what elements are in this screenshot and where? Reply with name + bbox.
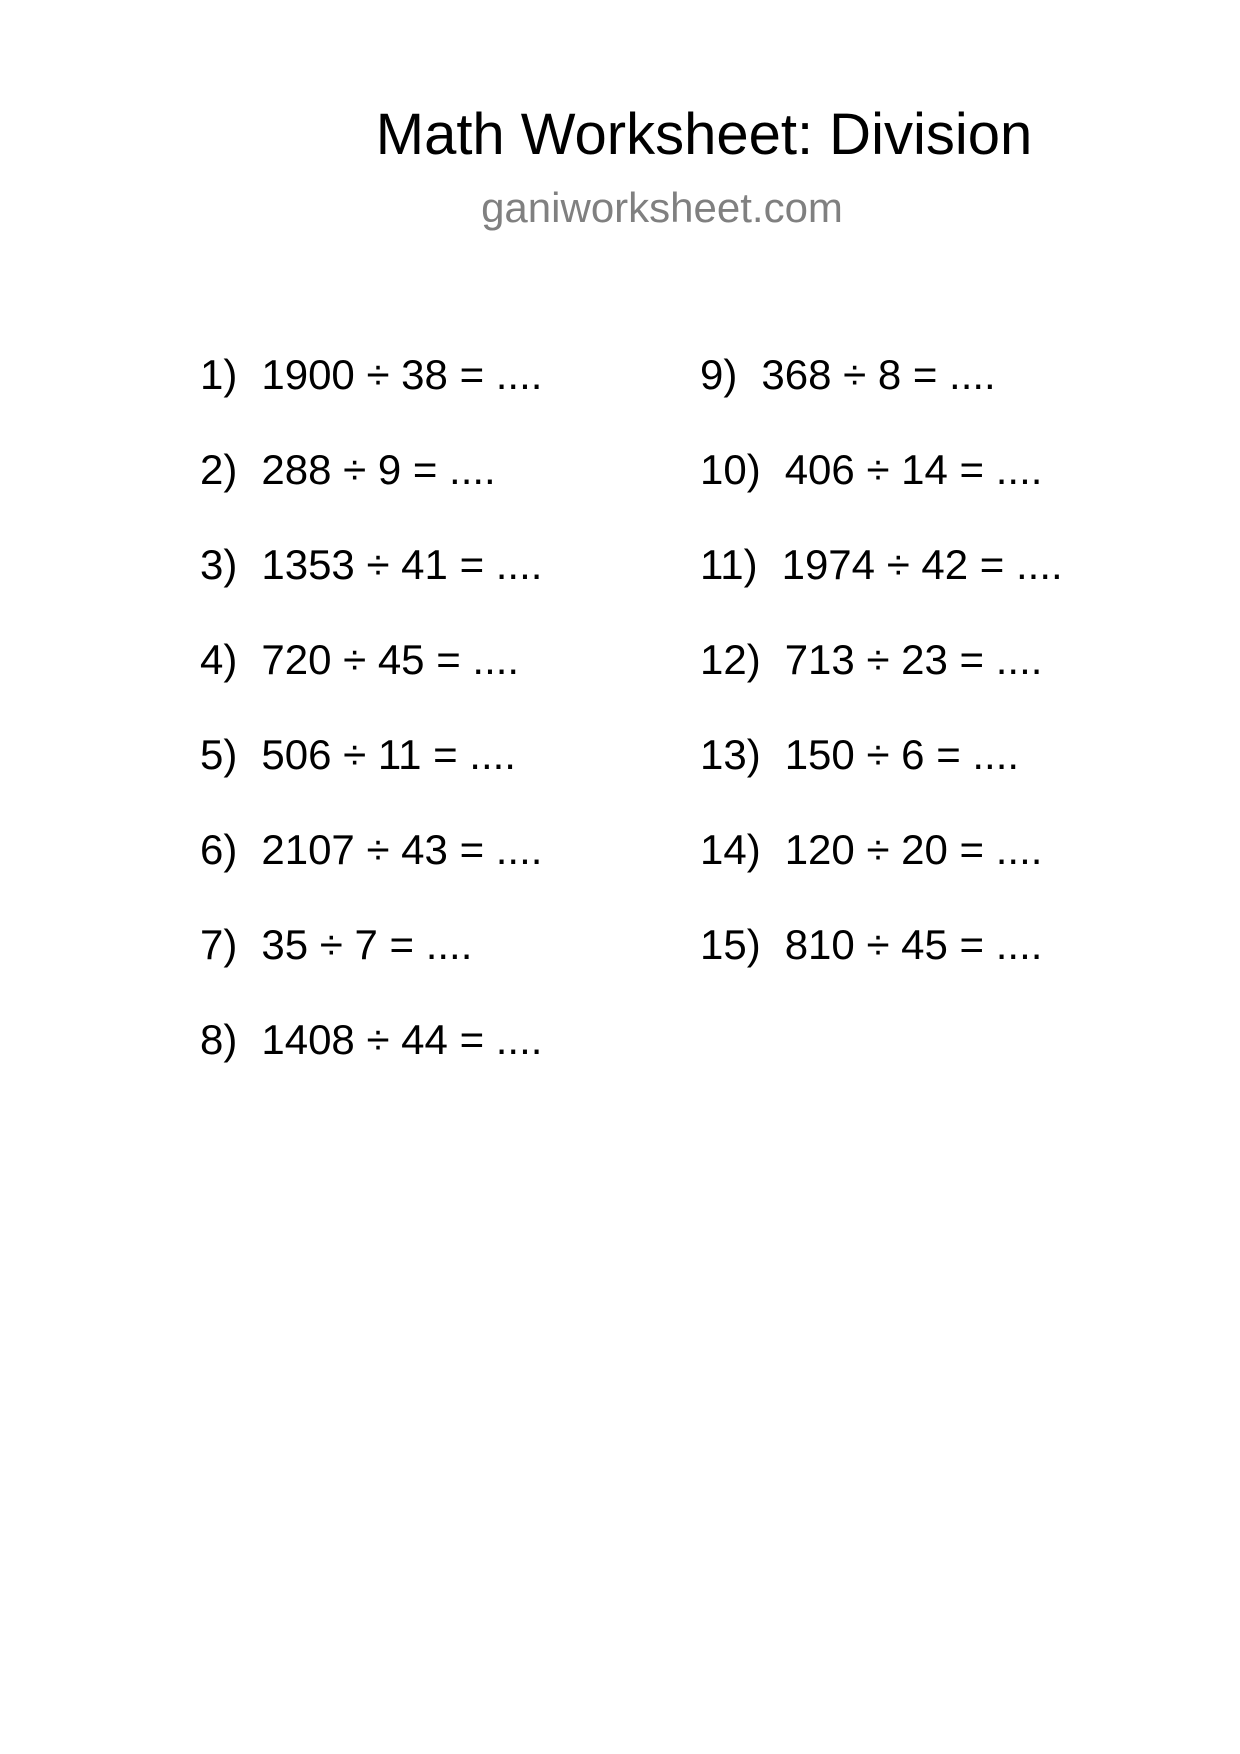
problem-number: 2) — [200, 446, 238, 493]
problem-number: 10) — [700, 446, 761, 493]
problem-expression: 1900 ÷ 38 = .... — [261, 351, 543, 398]
problem-expression: 1974 ÷ 42 = .... — [781, 541, 1063, 588]
problem-number: 11) — [700, 541, 758, 588]
problem-item — [200, 820, 542, 915]
problem-expression: 1353 ÷ 41 = .... — [261, 541, 543, 588]
problem-item — [200, 1010, 542, 1105]
problem-number: 13) — [700, 731, 761, 778]
problem-expression: 506 ÷ 11 = .... — [261, 731, 516, 778]
problem-item — [200, 915, 542, 1010]
problem-number: 4) — [200, 636, 238, 683]
problem-number: 9) — [700, 351, 738, 398]
problem-number: 3) — [200, 541, 238, 588]
problem-expression: 288 ÷ 9 = .... — [261, 446, 496, 493]
problem-item — [700, 725, 1063, 820]
problem-item — [700, 915, 1063, 1010]
problem-item — [700, 440, 1063, 535]
website-label: ganiworksheet.com — [481, 184, 843, 231]
problem-item — [700, 345, 1063, 440]
problem-expression: 1408 ÷ 44 = .... — [261, 1016, 543, 1063]
problem-list-right — [700, 345, 1063, 1010]
problem-number: 7) — [200, 921, 238, 968]
problem-item — [700, 630, 1063, 725]
problem-expression: 368 ÷ 8 = .... — [761, 351, 996, 398]
problem-expression: 810 ÷ 45 = .... — [784, 921, 1043, 968]
problem-list-left — [200, 345, 542, 1105]
problem-expression: 406 ÷ 14 = .... — [784, 446, 1043, 493]
problem-number: 6) — [200, 826, 238, 873]
problem-number: 15) — [700, 921, 761, 968]
problem-item — [200, 440, 542, 535]
problem-item — [200, 630, 542, 725]
worksheet-title: Math Worksheet: Division — [375, 102, 1033, 167]
problem-expression: 2107 ÷ 43 = .... — [261, 826, 543, 873]
problem-number: 5) — [200, 731, 238, 778]
problem-item — [200, 345, 542, 440]
problem-expression: 150 ÷ 6 = .... — [784, 731, 1020, 778]
problem-number: 14) — [700, 826, 761, 873]
problem-expression: 713 ÷ 23 = .... — [784, 636, 1043, 683]
problem-expression: 120 ÷ 20 = .... — [784, 826, 1043, 873]
problem-item — [200, 725, 542, 820]
problem-item — [700, 820, 1063, 915]
problem-expression: 35 ÷ 7 = .... — [261, 921, 473, 968]
problem-item — [700, 535, 1063, 630]
problem-number: 1) — [200, 351, 238, 398]
problem-item — [200, 535, 542, 630]
problem-number: 12) — [700, 636, 761, 683]
problem-expression: 720 ÷ 45 = .... — [261, 636, 520, 683]
problem-number: 8) — [200, 1016, 238, 1063]
